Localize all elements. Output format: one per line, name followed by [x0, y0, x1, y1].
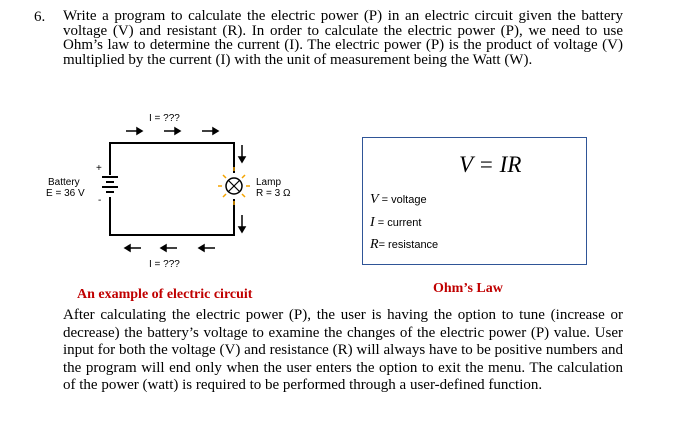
ohms-law-equation: V = IR	[459, 152, 522, 177]
law-desc: = current	[374, 217, 422, 229]
ohms-law-caption: Ohm’s Law	[433, 281, 503, 296]
battery-value: E = 36 V	[46, 188, 85, 199]
ohms-law-box	[362, 137, 587, 265]
law-row-resistance	[370, 237, 438, 253]
law-desc: = voltage	[378, 194, 427, 206]
current-label-bottom: I = ???	[149, 259, 180, 270]
circuit-caption: An example of electric circuit	[77, 287, 253, 302]
law-symbol: I	[370, 215, 375, 230]
current-arrows-top	[126, 128, 218, 134]
question-text: Write a program to calculate the electric power (P) in an electric circuit given the battery voltage (V) and resistant (R). In order to calculate the electric power (P), we need to use Ohm’s law to determine the current (I). The electric power (P) is the product of voltage (V) multiplied by the current (I) with the unit of measurement being the Watt (W).	[63, 8, 623, 68]
law-desc: = resistance	[378, 239, 439, 251]
law-symbol: R	[370, 237, 379, 252]
circuit-diagram	[40, 105, 300, 280]
description-paragraph: After calculating the electric power (P), the user is having the option to tune (increase or decrease) the battery’s voltage to examine the changes of the electric power (P) value. User input for both the voltage (V) and resistance (R) will always have to be positive numbers and the program will end only when the user enters the option to exit the menu. The calculation of the power (watt) is required to be performed through a user-defined function.	[63, 307, 623, 393]
law-symbol: V	[370, 192, 379, 207]
law-row-voltage	[370, 192, 427, 208]
current-label-top: I = ???	[149, 113, 180, 124]
battery-plus: +	[96, 163, 102, 174]
circuit-wire	[110, 143, 234, 235]
lamp-value: R = 3 Ω	[256, 188, 291, 199]
lamp-label: Lamp	[256, 177, 282, 188]
law-row-current	[370, 215, 421, 231]
current-arrows-bottom	[125, 245, 215, 251]
battery-minus: -	[98, 195, 102, 206]
battery-label: Battery	[48, 177, 80, 188]
question-number: 6.	[34, 9, 46, 25]
